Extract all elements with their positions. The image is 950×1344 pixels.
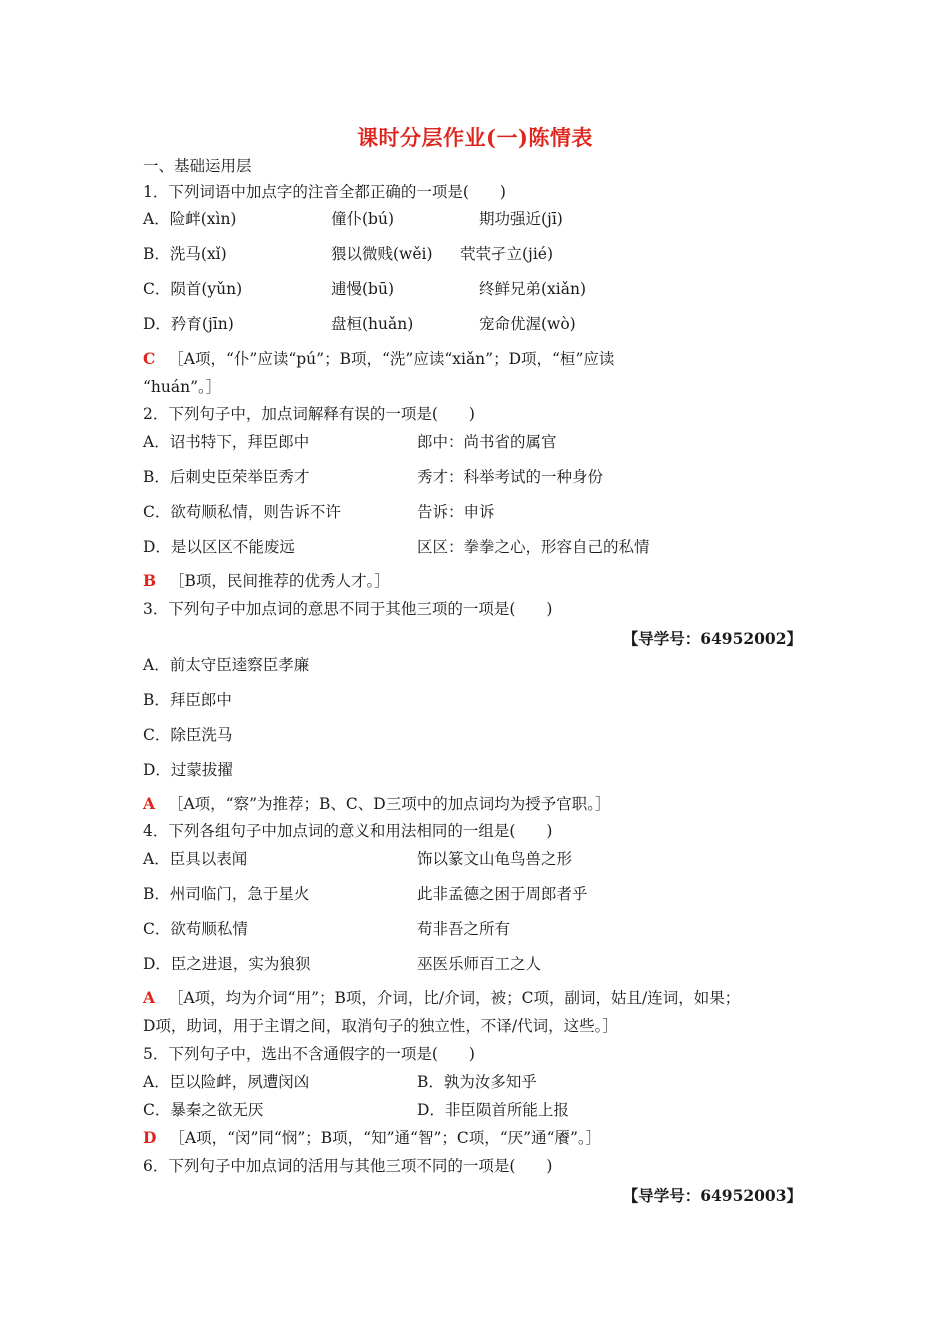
q1-option-a1: A．险衅(xìn) bbox=[143, 210, 237, 228]
q1-option-a3: 期功强近(jī) bbox=[479, 210, 563, 228]
q5-explanation: ［A项，“闵”同“悯”；B项，“知”通“智”；C项，“厌”通“餍”。］ bbox=[169, 1129, 602, 1147]
q4-option-c1: C．欲苟顺私情 bbox=[143, 920, 248, 938]
q5-option-b: B．孰为汝多知乎 bbox=[417, 1073, 537, 1091]
q2-option-d-gloss: 区区：拳拳之心，形容自己的私情 bbox=[417, 538, 650, 556]
section-heading: 一、基础运用层 bbox=[143, 157, 252, 175]
q4-explanation: ［A项，均为介词“用”；B项，介词，比/介词，被；C项，副词，姑且/连词，如果； bbox=[167, 989, 741, 1007]
q4-option-b2: 此非孟德之困于周郎者乎 bbox=[417, 885, 588, 903]
q4-stem: 4．下列各组句子中加点词的意义和用法相同的一组是( ) bbox=[143, 822, 553, 840]
q1-option-c2: 逋慢(bū) bbox=[331, 280, 394, 298]
q1-explanation-cont: “huán”。］ bbox=[143, 378, 222, 396]
q2-option-b: B．后刺史臣荣举臣秀才 bbox=[143, 468, 310, 486]
q1-option-d3: 宠命优渥(wò) bbox=[479, 315, 576, 333]
q3-option-c: C．除臣洗马 bbox=[143, 726, 233, 744]
q4-answer bbox=[143, 988, 740, 1008]
q1-option-d1: D．矜育(jīn) bbox=[143, 315, 234, 333]
q4-option-a2: 饰以篆文山龟鸟兽之形 bbox=[417, 850, 573, 868]
q3-answer bbox=[143, 794, 610, 814]
q2-explanation: ［B项，民间推荐的优秀人才。］ bbox=[169, 572, 390, 590]
q3-option-d: D．过蒙拔擢 bbox=[143, 761, 233, 779]
q1-answer bbox=[143, 349, 614, 369]
q5-answer-letter: D bbox=[143, 1128, 157, 1147]
q3-answer-letter: A bbox=[143, 794, 156, 813]
q5-option-d: D．非臣陨首所能上报 bbox=[417, 1101, 569, 1119]
q1-answer-letter: C bbox=[143, 349, 156, 368]
q4-option-d2: 巫医乐师百工之人 bbox=[417, 955, 542, 973]
q1-option-c1: C．陨首(yǔn) bbox=[143, 280, 243, 298]
q3-stem: 3．下列句子中加点词的意思不同于其他三项的一项是( ) bbox=[143, 600, 553, 618]
q4-option-d1: D．臣之进退，实为狼狈 bbox=[143, 955, 311, 973]
q3-guide-number: 【导学号：64952002】 bbox=[622, 629, 802, 648]
q1-option-b2: 猥以微贱(wěi) bbox=[331, 245, 433, 263]
q4-explanation-cont: D项，助词，用于主谓之间，取消句子的独立性，不译/代词，这些。］ bbox=[143, 1017, 618, 1035]
q4-option-c2: 苟非吾之所有 bbox=[417, 920, 511, 938]
q5-option-c: C．暴秦之欲无厌 bbox=[143, 1101, 264, 1119]
q1-stem: 1．下列词语中加点字的注音全都正确的一项是( ) bbox=[143, 183, 506, 201]
page-title: 课时分层作业(一)陈情表 bbox=[357, 125, 593, 150]
q2-option-d: D．是以区区不能废远 bbox=[143, 538, 295, 556]
q1-option-b1: B．洗马(xǐ) bbox=[143, 245, 227, 263]
q2-answer bbox=[143, 571, 390, 591]
q2-answer-letter: B bbox=[143, 571, 157, 590]
q2-option-a-gloss: 郎中：尚书省的属官 bbox=[417, 433, 557, 451]
q4-option-b1: B．州司临门，急于星火 bbox=[143, 885, 310, 903]
q5-stem: 5．下列句子中，选出不含通假字的一项是( ) bbox=[143, 1045, 475, 1063]
q3-explanation: ［A项，“察”为推荐；B、C、D三项中的加点词均为授予官职。］ bbox=[167, 795, 611, 813]
q5-answer bbox=[143, 1128, 601, 1148]
q3-option-b: B．拜臣郎中 bbox=[143, 691, 232, 709]
q2-option-b-gloss: 秀才：科举考试的一种身份 bbox=[417, 468, 604, 486]
q2-option-c-gloss: 告诉：申诉 bbox=[417, 503, 495, 521]
q1-option-a2: 僮仆(bú) bbox=[331, 210, 394, 228]
q4-answer-letter: A bbox=[143, 988, 156, 1007]
q3-option-a: A．前太守臣逵察臣孝廉 bbox=[143, 656, 310, 674]
q6-guide-number: 【导学号：64952003】 bbox=[622, 1186, 802, 1205]
q6-stem: 6．下列句子中加点词的活用与其他三项不同的一项是( ) bbox=[143, 1157, 553, 1175]
q4-option-a1: A．臣具以表闻 bbox=[143, 850, 248, 868]
q5-option-a: A．臣以险衅，夙遭闵凶 bbox=[143, 1073, 310, 1091]
q1-explanation: ［A项，“仆”应读“pú”；B项，“洗”应读“xiǎn”；D项，“桓”应读 bbox=[168, 350, 615, 368]
q1-option-c3: 终鲜兄弟(xiǎn) bbox=[479, 280, 587, 298]
q2-option-a: A．诏书特下，拜臣郎中 bbox=[143, 433, 310, 451]
q1-option-d2: 盘桓(huǎn) bbox=[331, 315, 414, 333]
q2-option-c: C．欲苟顺私情，则告诉不许 bbox=[143, 503, 341, 521]
q1-option-b3: 茕茕孑立(jié) bbox=[460, 245, 554, 263]
q2-stem: 2．下列句子中，加点词解释有误的一项是( ) bbox=[143, 405, 475, 423]
